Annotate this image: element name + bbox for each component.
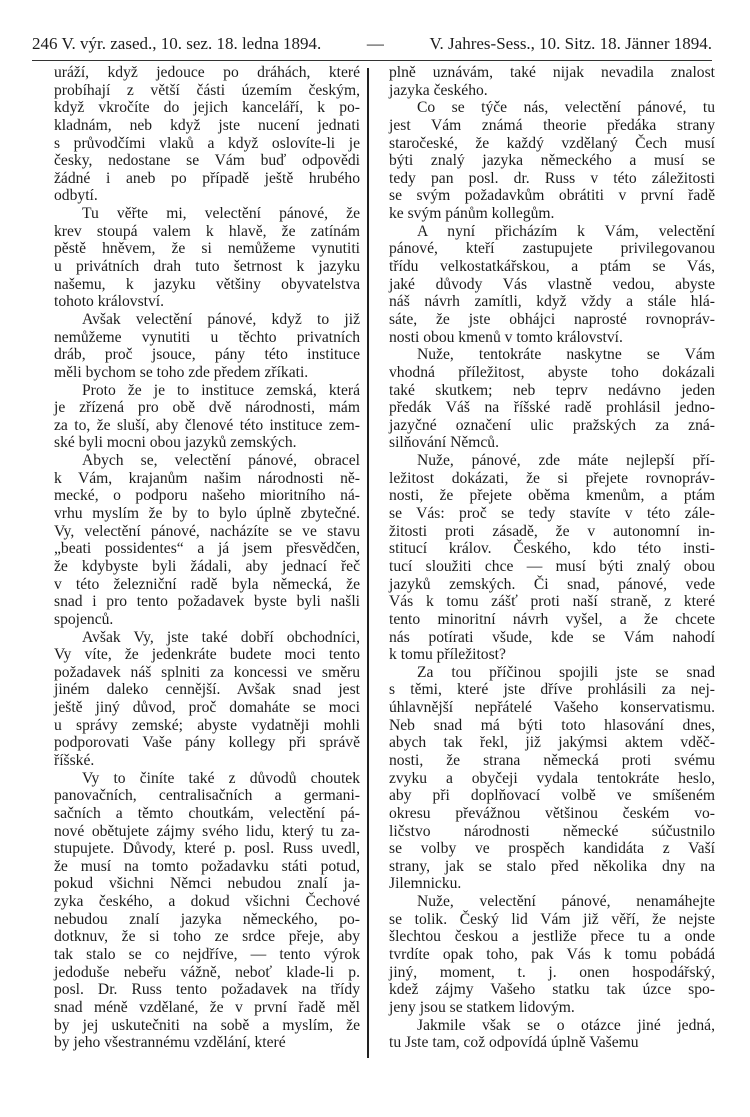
line-text: by jej uskutečniti na sobě a myslím, že [54, 1016, 360, 1034]
line-text: zyka českého, a dokud všichni Čechové [54, 893, 360, 911]
text-line [54, 999, 360, 1017]
text-line [389, 240, 715, 258]
text-line [389, 840, 715, 858]
text-line [54, 752, 360, 770]
line-text: Vy, velectění pánové, nacházíte se ve stavu [54, 522, 360, 540]
text-line [54, 117, 360, 135]
line-text: tucí sloužiti chce — musí býti znalý obou [389, 557, 715, 575]
text-line [54, 646, 360, 664]
line-text: aby při doplňovací volbě ve smíšeném [389, 787, 715, 805]
text-line [54, 681, 360, 699]
line-text: měli bychom se toho zde předem zříkati. [54, 363, 309, 381]
text-line [54, 734, 360, 752]
text-line [389, 664, 715, 682]
line-text: nosti, že strana německá proti svému [389, 751, 715, 769]
text-line [389, 946, 715, 964]
line-text: také skutkem; neb teprv nedávno jeden [389, 381, 715, 399]
text-line [54, 487, 360, 505]
text-line [389, 487, 715, 505]
line-text: jazyčné označení ulic pražských za zná- [389, 416, 715, 434]
text-line [389, 205, 715, 223]
text-line [54, 823, 360, 841]
text-line [389, 593, 715, 611]
text-line [54, 346, 360, 364]
text-line [389, 823, 715, 841]
line-text: Nuže, velectění pánové, nenamáhejte [417, 893, 715, 911]
line-text: když vkročíte do jejich kanceláří, k po- [54, 99, 360, 117]
line-text: snad méně vzdělané, že v první řadě měl [54, 998, 360, 1016]
line-text: Avšak velectění pánové, když to již [82, 310, 360, 328]
line-text: k tomu příležitost? [389, 646, 506, 664]
line-text: nás potírati všude, kde se Vám nahodí [389, 628, 715, 646]
text-line [389, 911, 715, 929]
line-text: za to, že sluší, aby členové této instituce zem- [54, 416, 360, 434]
text-line [389, 187, 715, 205]
header-rule [32, 60, 712, 61]
text-line [54, 611, 360, 629]
line-text: v této železniční radě byla německá, že [54, 575, 360, 593]
line-text: Neb snad má býti toto hlasování dnes, [389, 716, 715, 734]
line-text: dráb, proč jsouce, pány této instituce [54, 346, 360, 364]
text-line [389, 576, 715, 594]
line-text: plně uznávám, také nijak nevadila znalost [389, 64, 715, 81]
text-line [389, 170, 715, 188]
line-text: jeny jsou se statkem lidovým. [389, 998, 575, 1016]
text-line [389, 382, 715, 400]
text-line [389, 82, 715, 100]
line-text: jiný, moment, t. j. onen hospodářský, [389, 963, 715, 981]
text-line [389, 558, 715, 576]
text-line [389, 646, 715, 664]
line-text: že kdybyste byli žádali, aby jednací řeč [54, 557, 360, 575]
text-line [54, 964, 360, 982]
line-text: stitucí králov. Českého, kdo této insti- [389, 540, 715, 558]
line-text: nemůžeme vynutiti u těchto privatních [54, 328, 360, 346]
line-text: by jeho všestrannému vzdělání, které [54, 1034, 286, 1052]
text-line [389, 1034, 715, 1052]
text-line [54, 382, 360, 400]
text-line [389, 470, 715, 488]
line-text: Vy víte, že jedenkráte budete moci tento [54, 646, 360, 664]
line-text: jaké důvody Vás vlastně vedou, abyste [389, 275, 715, 293]
line-text: sačních a těmto choutkám, velectění pá- [54, 804, 360, 822]
line-text: tvrdíte opak toho, pak Vás k tomu pobádá [389, 946, 715, 964]
text-line [54, 470, 360, 488]
line-text: kladnám, neb když jste nucení jednati [54, 116, 360, 134]
text-line [54, 717, 360, 735]
text-line [389, 523, 715, 541]
line-text: ještě jiný důvod, proč domaháte se moci [54, 699, 360, 717]
line-text: podporovati Vaše pány kollegy při správě [54, 734, 360, 752]
text-line [54, 240, 360, 258]
line-text: se Vás: proč se tedy stavíte v této zále- [389, 505, 715, 523]
text-line [54, 99, 360, 117]
text-line [54, 558, 360, 576]
text-line [54, 223, 360, 241]
text-line [54, 329, 360, 347]
line-text: se volby ve prospěch kandidáta z Vaší [389, 840, 715, 858]
text-line [54, 170, 360, 188]
text-line [389, 364, 715, 382]
text-line [389, 999, 715, 1017]
running-header [32, 34, 712, 56]
line-text: panovačních, centralisačních a germani- [54, 787, 360, 805]
line-text: tedy pan posl. dr. Russ v této záležitosti [389, 169, 715, 187]
text-line [54, 505, 360, 523]
text-line [54, 1034, 360, 1052]
text-line [54, 875, 360, 893]
text-line [54, 858, 360, 876]
line-text: se tolik. Český lid Vám již věří, že nejste [389, 910, 715, 928]
text-line [54, 629, 360, 647]
text-line [54, 258, 360, 276]
line-text: vrhu myslím že by to bylo úplně zbytečné. [54, 505, 360, 523]
line-text: se svým požadavkům obrátiti v první řadě [389, 187, 715, 205]
text-line [389, 434, 715, 452]
text-line [389, 135, 715, 153]
line-text: třídu velkostatkářskou, a ptám se Vás, [389, 258, 715, 276]
header-german: V. Jahres-Sess., 10. Sitz. 18. Jänner 1894. [429, 34, 712, 53]
line-text: požadavek náš splniti za koncessi ve směru [54, 663, 360, 681]
line-text: odbytí. [54, 187, 98, 205]
line-text: spojenců. [54, 610, 114, 628]
line-text: ke svým pánům kollegům. [389, 205, 555, 223]
text-line [389, 752, 715, 770]
text-line [54, 576, 360, 594]
text-line [389, 611, 715, 629]
line-text: ležitost dokázati, že si přejete rovnopráv- [389, 469, 715, 487]
line-text: našemu, k jazyku většiny obyvatelstva [54, 275, 360, 293]
line-text: tak stalo se co nejdříve, — tento výrok [54, 946, 360, 964]
line-text: nové obětujete zájmy svého lidu, který tu za- [54, 822, 360, 840]
text-line [389, 346, 715, 364]
text-line [54, 311, 360, 329]
line-text: jest Vám známá theorie předáka strany [389, 116, 715, 134]
line-text: abych tak řekl, již jakýmsi aktem vděč- [389, 734, 715, 752]
text-line [54, 981, 360, 999]
line-text: dotknuv, že si toho ze srdce přeje, aby [54, 928, 360, 946]
text-line [54, 434, 360, 452]
text-line [389, 787, 715, 805]
text-line [389, 540, 715, 558]
line-text: jazyka českého. [389, 81, 488, 99]
text-line [54, 82, 360, 100]
line-text: říšské. [54, 751, 95, 769]
text-line [54, 946, 360, 964]
line-text: uráží, když jedouce po dráhách, které [54, 64, 360, 81]
line-text: jazyků zemských. Či snad, pánové, vede [389, 575, 715, 593]
header-separator: — [366, 34, 384, 53]
text-line [389, 505, 715, 523]
line-text: stupujete. Důvody, které p. posl. Russ uvedl, [54, 840, 360, 858]
right-column [389, 64, 715, 1052]
line-text: jedoduše nebeřu vážně, neboť klade-li p. [54, 963, 360, 981]
line-text: s průvodčími vlaků a když oslovíte-li je [54, 134, 360, 152]
text-line [54, 893, 360, 911]
line-text: kdež zájmy Vašeho statku tak úzce spo- [389, 981, 715, 999]
left-column [54, 64, 360, 1052]
line-text: okresu převážnou většinou českém vo- [389, 804, 715, 822]
text-line [54, 664, 360, 682]
line-text: probíhají z větší části územím českým, [54, 81, 360, 99]
text-line [389, 64, 715, 82]
line-text: Jilemnicku. [389, 875, 462, 893]
line-text: sáte, že jste obhájci naprosté rovnopráv- [389, 310, 715, 328]
line-text: býti znalý jazyka německého a musí se [389, 152, 715, 170]
text-line [54, 911, 360, 929]
line-text: Nuže, pánové, zde máte nejlepší pří- [417, 452, 715, 470]
text-line [389, 258, 715, 276]
text-line [389, 152, 715, 170]
text-line [54, 840, 360, 858]
line-text: pánové, kteří zastupujete privilegovanou [389, 240, 715, 258]
text-line [389, 875, 715, 893]
text-line [54, 276, 360, 294]
text-line [389, 629, 715, 647]
line-text: zvyku a obyčeji vydala tentokráte heslo, [389, 769, 715, 787]
text-line [54, 417, 360, 435]
text-line [389, 964, 715, 982]
line-text: Vás k tomu zášť proti naší straně, z které [389, 593, 715, 611]
line-text: u privátních drah tuto šetrnost k jazyku [54, 258, 360, 276]
text-line [54, 399, 360, 417]
text-line [54, 540, 360, 558]
text-line [54, 152, 360, 170]
line-text: posl. Dr. Russ tento požadavek na třídy [54, 981, 360, 999]
line-text: pěstě hněvem, že si nemůžeme vynutiti [54, 240, 360, 258]
text-line [389, 928, 715, 946]
text-line [389, 329, 715, 347]
text-line [54, 787, 360, 805]
text-line [389, 399, 715, 417]
line-text: Proto že je to instituce zemská, která [82, 381, 360, 399]
line-text: Co se týče nás, velectění pánové, tu [417, 99, 715, 117]
line-text: ské byli mocni obou jazyků zemských. [54, 434, 297, 452]
line-text: Avšak Vy, jste také dobří obchodníci, [82, 628, 360, 646]
line-text: nebudou znalí jazyka německého, po- [54, 910, 360, 928]
text-line [389, 770, 715, 788]
line-text: A nyní přicházím k Vám, velectění [417, 222, 715, 240]
text-line [54, 135, 360, 153]
line-text: pokud všichni Němci nebudou znalí ja- [54, 875, 360, 893]
line-text: silňování Němců. [389, 434, 500, 452]
text-line [389, 223, 715, 241]
text-line [389, 417, 715, 435]
line-text: krev stoupá valem k hlavě, že zatínám [54, 222, 360, 240]
text-line [54, 64, 360, 82]
text-line [389, 981, 715, 999]
text-line [389, 452, 715, 470]
text-line [389, 1017, 715, 1035]
text-line [54, 205, 360, 223]
line-text: nosti obou kmenů v tomto království. [389, 328, 623, 346]
text-line [389, 805, 715, 823]
line-text: snad i pro tento požadavek byste byli našli [54, 593, 360, 611]
text-line [54, 1017, 360, 1035]
text-line [389, 276, 715, 294]
line-text: šlechtou českou a jestliže přece tu a onde [389, 928, 715, 946]
line-text: Tu věřte mi, velectění pánové, že [82, 205, 360, 223]
text-line [54, 805, 360, 823]
line-text: Za tou příčinou spojili jste se snad [417, 663, 715, 681]
text-line [54, 523, 360, 541]
line-text: žádné i aneb po případě ještě hrubého [54, 169, 360, 187]
text-line [389, 699, 715, 717]
text-line [54, 770, 360, 788]
line-text: nosti, že přejete oběma kmenům, a ptám [389, 487, 715, 505]
text-line [389, 293, 715, 311]
text-line [389, 99, 715, 117]
text-line [54, 699, 360, 717]
text-line [54, 928, 360, 946]
text-line [54, 364, 360, 382]
line-text: staročeské, že každý vzdělaný Čech musí [389, 134, 715, 152]
text-line [54, 593, 360, 611]
line-text: tohoto království. [54, 293, 165, 311]
line-text: k Vám, krajanům našim národnosti ně- [54, 469, 360, 487]
line-text: vhodná příležitost, abyste toho dokázali [389, 363, 715, 381]
text-line [54, 293, 360, 311]
text-line [389, 858, 715, 876]
line-text: je zřízená pro obě dvě národnosti, mám [54, 399, 360, 417]
line-text: ličstvo národnosti německé súčustnilo [389, 822, 715, 840]
text-line [54, 452, 360, 470]
line-text: „beati possidentes“ a já jsem přesvědčen, [54, 540, 360, 558]
line-text: u správy zemské; abyste vydatněji mohli [54, 716, 360, 734]
text-line [389, 893, 715, 911]
line-text: náš návrh zamítli, když vždy a stále hlá- [389, 293, 715, 311]
line-text: žitosti proti zásadě, že v autonomní in- [389, 522, 715, 540]
column-divider [367, 68, 369, 1058]
line-text: že musí na tomto požadavku státi potud, [54, 857, 360, 875]
text-line [389, 117, 715, 135]
line-text: jiném daleko cennější. Avšak snad jest [54, 681, 360, 699]
line-text: úhlavnější nepřátelé Vašeho konservatismu. [389, 699, 715, 717]
text-line [389, 681, 715, 699]
line-text: mecké, o podporu našeho mioritního ná- [54, 487, 360, 505]
line-text: tu Jste tam, což odpovídá úplně Vašemu [389, 1034, 639, 1052]
text-line [389, 311, 715, 329]
line-text: Nuže, tentokráte naskytne se Vám [417, 346, 715, 364]
text-line [389, 717, 715, 735]
line-text: Vy to činíte také z důvodů choutek [82, 769, 360, 787]
text-line [54, 187, 360, 205]
line-text: Jakmile však se o otázce jiné jedná, [417, 1016, 715, 1034]
line-text: česky, nedostane se Vám buď odpovědi [54, 152, 360, 170]
line-text: Abych se, velectění pánové, obracel [82, 452, 360, 470]
line-text: předák Váš na říšské radě prohlásil jedno- [389, 399, 715, 417]
line-text: strany, jak se stalo před několika dny na [389, 857, 715, 875]
header-czech: 246 V. výr. zased., 10. sez. 18. ledna 1894. [32, 34, 322, 53]
line-text: tento minoritní návrh vyšel, a že chcete [389, 610, 715, 628]
text-line [389, 734, 715, 752]
line-text: s těmi, které jste dříve prohlásili za nej- [389, 681, 715, 699]
